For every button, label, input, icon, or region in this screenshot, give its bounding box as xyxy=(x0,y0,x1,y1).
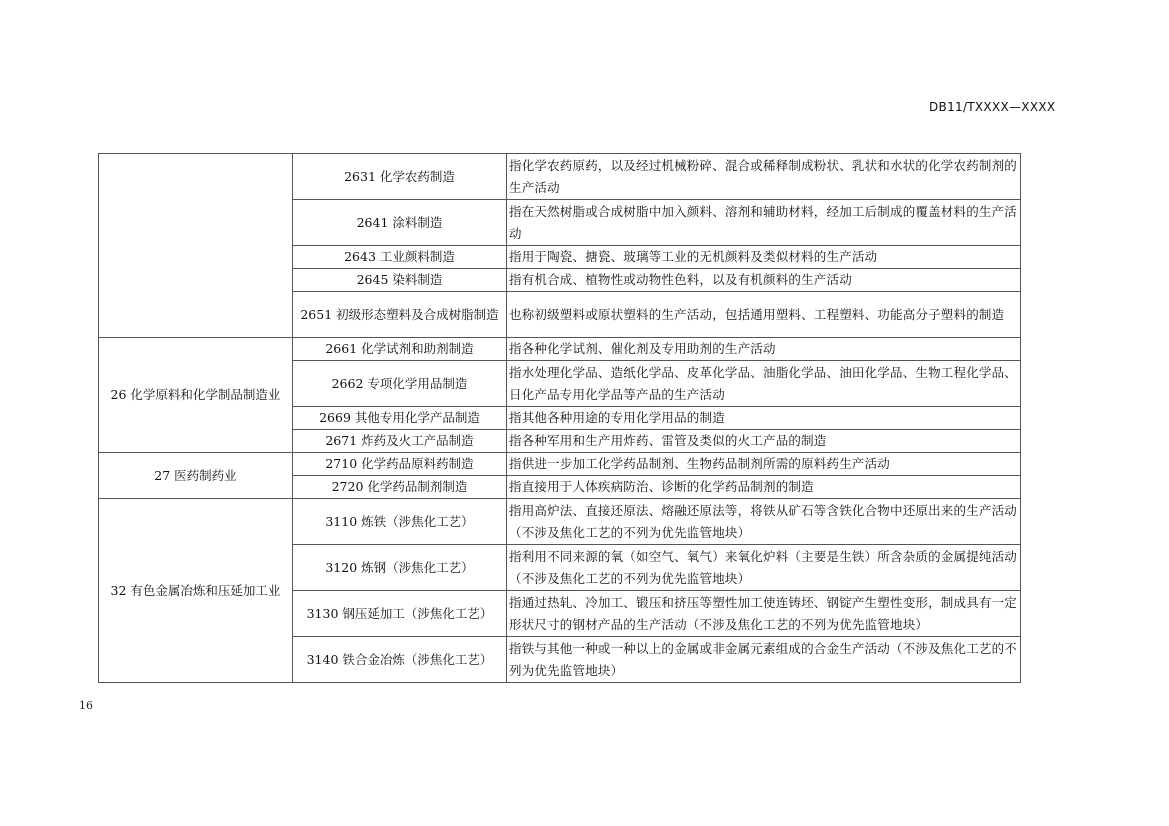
description-cell: 指铁与其他一种或一种以上的金属或非金属元素组成的合金生产活动（不涉及焦化工艺的不列为优先监管地块） xyxy=(507,637,1021,683)
description-cell: 也称初级塑料或原状塑料的生产活动，包括通用塑料、工程塑料、功能高分子塑料的制造 xyxy=(507,292,1021,338)
description-cell: 指化学农药原药，以及经过机械粉碎、混合或稀释制成粉状、乳状和水状的化学农药制剂的生产活动 xyxy=(507,154,1021,200)
description-cell: 指在天然树脂或合成树脂中加入颜料、溶剂和辅助材料，经加工后制成的覆盖材料的生产活动 xyxy=(507,200,1021,246)
industry-code-cell: 2669 其他专用化学产品制造 xyxy=(293,407,507,430)
table-row xyxy=(99,338,1021,361)
description-cell: 指通过热轧、冷加工、锻压和挤压等塑性加工使连铸坯、钢锭产生塑性变形，制成具有一定形状尺寸的钢材产品的生产活动（不涉及焦化工艺的不列为优先监管地块） xyxy=(507,591,1021,637)
page-number: 16 xyxy=(79,699,93,712)
table-row xyxy=(99,453,1021,476)
document-code: DB11/TXXXX—XXXX xyxy=(929,100,1056,114)
industry-code-cell: 2651 初级形态塑料及合成树脂制造 xyxy=(293,292,507,338)
description-cell: 指直接用于人体疾病防治、诊断的化学药品制剂的制造 xyxy=(507,476,1021,499)
industry-code-cell: 3130 钢压延加工（涉焦化工艺） xyxy=(293,591,507,637)
industry-classification-table xyxy=(98,153,1021,683)
description-cell: 指各种化学试剂、催化剂及专用助剂的生产活动 xyxy=(507,338,1021,361)
description-cell: 指各种军用和生产用炸药、雷管及类似的火工产品的制造 xyxy=(507,430,1021,453)
industry-code-cell: 3110 炼铁（涉焦化工艺） xyxy=(293,499,507,545)
description-cell: 指用于陶瓷、搪瓷、玻璃等工业的无机颜料及类似材料的生产活动 xyxy=(507,246,1021,269)
industry-code-cell: 2643 工业颜料制造 xyxy=(293,246,507,269)
category-cell: 27 医药制药业 xyxy=(99,453,293,499)
table-row xyxy=(99,499,1021,545)
industry-code-cell: 2710 化学药品原料药制造 xyxy=(293,453,507,476)
industry-code-cell: 2720 化学药品制剂制造 xyxy=(293,476,507,499)
description-cell: 指水处理化学品、造纸化学品、皮革化学品、油脂化学品、油田化学品、生物工程化学品、日化产品专用化学品等产品的生产活动 xyxy=(507,361,1021,407)
description-cell: 指其他各种用途的专用化学用品的制造 xyxy=(507,407,1021,430)
category-cell: 26 化学原料和化学制品制造业 xyxy=(99,338,293,453)
industry-code-cell: 3120 炼钢（涉焦化工艺） xyxy=(293,545,507,591)
table-row xyxy=(99,154,1021,200)
description-cell: 指用高炉法、直接还原法、熔融还原法等，将铁从矿石等含铁化合物中还原出来的生产活动（不涉及焦化工艺的不列为优先监管地块） xyxy=(507,499,1021,545)
description-cell: 指供进一步加工化学药品制剂、生物药品制剂所需的原料药生产活动 xyxy=(507,453,1021,476)
industry-code-cell: 2631 化学农药制造 xyxy=(293,154,507,200)
industry-code-cell: 2645 染料制造 xyxy=(293,269,507,292)
category-cell xyxy=(99,154,293,338)
industry-code-cell: 2662 专项化学用品制造 xyxy=(293,361,507,407)
industry-code-cell: 3140 铁合金冶炼（涉焦化工艺） xyxy=(293,637,507,683)
description-cell: 指利用不同来源的氧（如空气、氧气）来氧化炉料（主要是生铁）所含杂质的金属提纯活动（不涉及焦化工艺的不列为优先监管地块） xyxy=(507,545,1021,591)
description-cell: 指有机合成、植物性或动物性色料，以及有机颜料的生产活动 xyxy=(507,269,1021,292)
industry-code-cell: 2641 涂料制造 xyxy=(293,200,507,246)
industry-code-cell: 2661 化学试剂和助剂制造 xyxy=(293,338,507,361)
industry-code-cell: 2671 炸药及火工产品制造 xyxy=(293,430,507,453)
category-cell: 32 有色金属冶炼和压延加工业 xyxy=(99,499,293,683)
